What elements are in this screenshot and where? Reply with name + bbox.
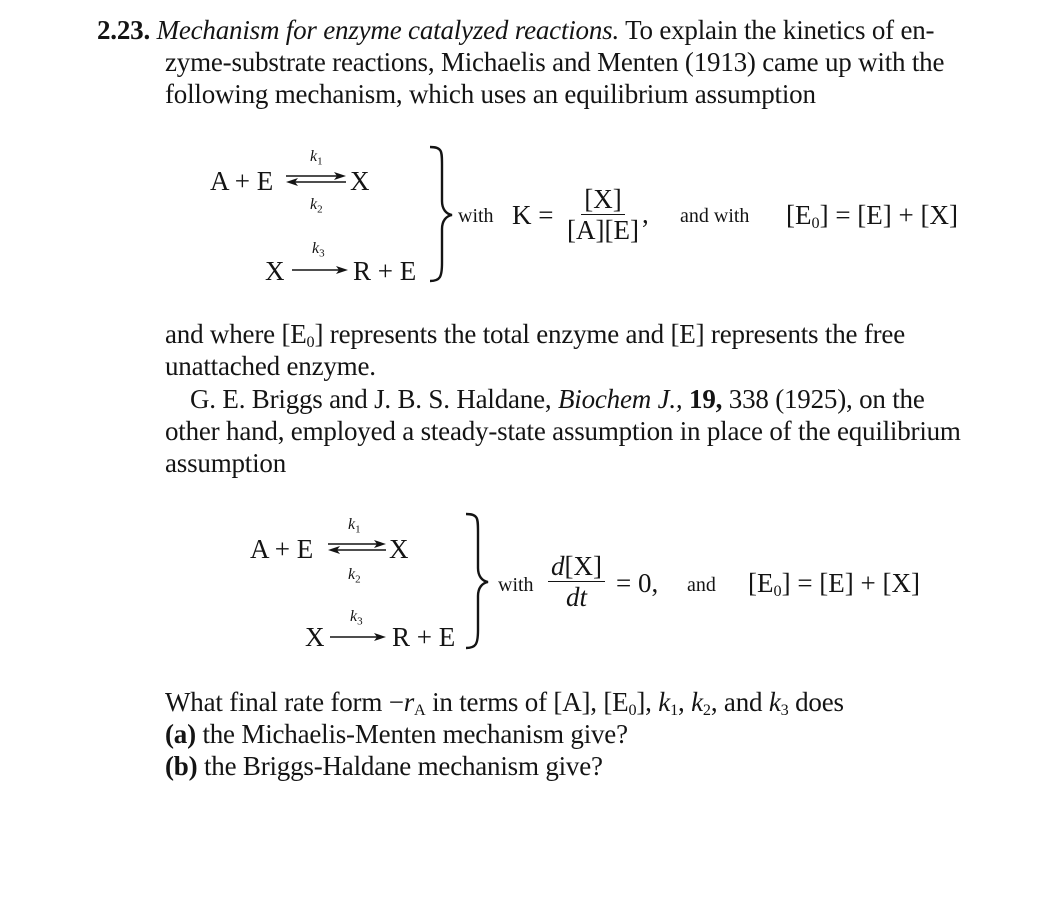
journal-name: Biochem J., [557,384,683,414]
bh-derivative-rhs: = 0, [616,568,659,598]
intro-text-3: following mechanism, which uses an equilibrium assumption [165,79,816,109]
mm-reaction1-left: A + E [210,166,274,196]
mm-K-fraction: $\frac{[X]}{[A][E]}$ , [564,184,649,245]
bh-k3-label: $k_3$ [350,608,363,628]
mm-reaction2-right: R + E [353,256,417,286]
middle-text-5: assumption [165,448,287,478]
bh-k2-label: $k_2$ [348,566,361,586]
mm-enzyme-balance: $[E_0] = [E] + [X]$ [786,200,958,233]
mm-K-denominator: [A][E] [567,215,639,245]
mm-with-label: with [458,205,494,227]
bh-enzyme-balance: $[E_0] = [E] + [X]$ [748,568,920,601]
middle-text-2: unattached enzyme. [165,351,376,381]
problem-title: Mechanism for enzyme catalyzed reactions. [156,15,620,45]
bh-reaction2-left: X [305,622,325,652]
bh-and-label: and [687,574,716,596]
equilibrium-arrow-icon [284,172,348,186]
bh-with-label: with [498,574,534,596]
mm-and-with-label: and with [680,205,750,227]
mm-K-lhs: K = [512,200,554,230]
question-part-a: (a) the Michaelis-Menten mechanism give? [165,719,628,749]
right-brace-icon [464,512,494,652]
bh-reaction2-right: R + E [392,622,456,652]
forward-arrow-icon [330,632,388,642]
part-a-label: (a) [165,719,196,749]
problem-number: 2.23. [97,15,151,45]
journal-volume: 19, [689,384,723,414]
mm-k1-label: $k_1$ [310,148,323,168]
middle-text-1: and where $[E_0]$ represents the total enzyme and [E] represents the free [165,319,906,352]
bh-reaction1-left: A + E [250,534,314,564]
right-brace-icon [428,145,458,285]
intro-text-2: zyme-substrate reactions, Michaelis and Menten (1913) came up with the [165,47,945,77]
forward-arrow-icon [292,265,350,275]
mm-reaction2-left: X [265,256,285,286]
part-b-label: (b) [165,751,198,781]
bh-k1-label: $k_1$ [348,516,361,536]
middle-text-4: other hand, employed a steady-state assumption in place of the equilibrium [165,416,961,446]
equilibrium-arrow-icon [326,540,388,554]
mm-k3-label: $k_3$ [312,240,325,260]
question-part-b: (b) the Briggs-Haldane mechanism give? [165,751,603,781]
bh-reaction1-right: X [389,534,409,564]
mm-k2-label: $k_2$ [310,196,323,216]
problem-heading-line [97,14,934,46]
intro-text-1: To explain the kinetics of en- [625,15,935,45]
bh-derivative: $\frac{d[X]}{dt}$ [548,551,605,612]
middle-text-3: G. E. Briggs and J. B. S. Haldane, Biochem J., 19, 338 (1925), on the [190,384,925,414]
mm-reaction1-right: X [350,166,370,196]
question-line: What final rate form $-r_A$ in terms of [A], $[E_0]$, $k_1$, $k_2$, and $k_3$ does [165,687,844,720]
mm-K-numerator: [X] [581,184,624,215]
